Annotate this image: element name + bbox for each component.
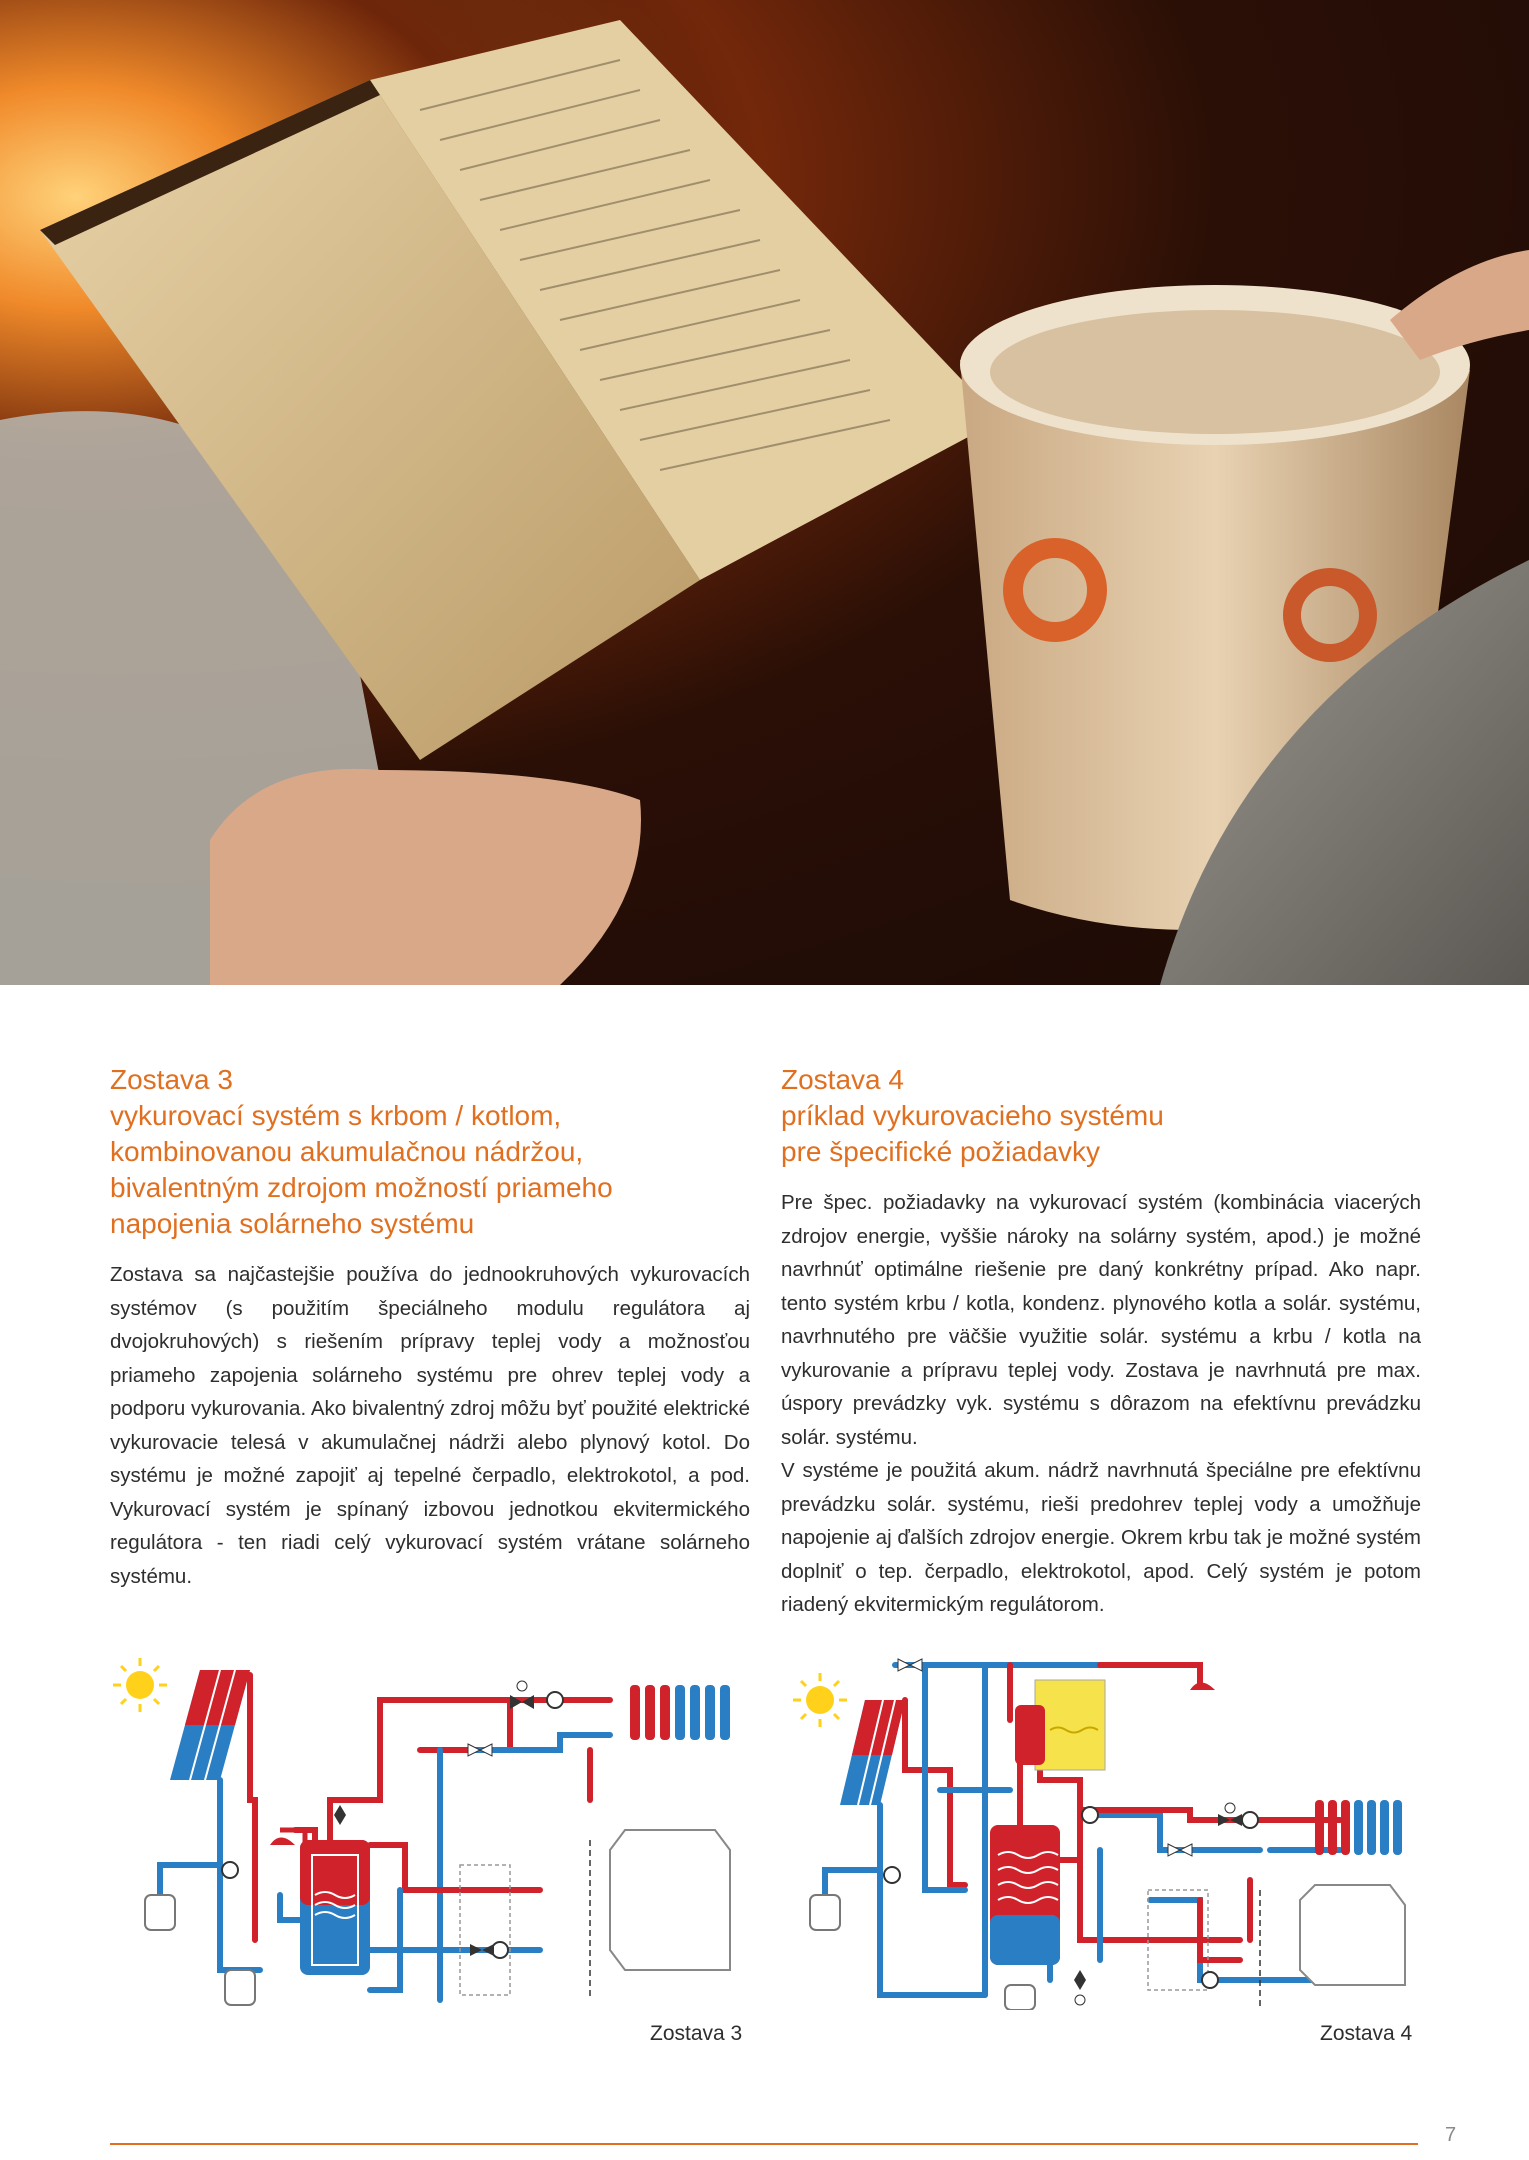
valve-icon (1168, 1844, 1192, 1856)
fireplace-boiler-icon (610, 1830, 730, 1970)
expansion-vessel-icon (225, 1970, 255, 2005)
solar-collector-icon (170, 1670, 250, 1780)
mixing-valve-icon (1074, 1970, 1086, 2005)
gas-boiler-icon (1015, 1680, 1105, 1770)
fireplace-boiler-icon (1300, 1885, 1405, 1985)
radiator-icon (1315, 1800, 1402, 1855)
valve-icon (468, 1744, 492, 1756)
radiator-icon (630, 1685, 730, 1740)
zostava-4-caption: Zostava 4 (1320, 2022, 1413, 2045)
valve-icon (470, 1944, 494, 1956)
zostava-4-body-paragraph-1: Pre špec. požiadavky na vykurovací systém (kombinácia viacerých zdrojov energie, vyššie nároky na solárny systém, apod.) je možné navrhnúť optimálne riešenie pre daný konkrétny prípad. Ako napr. tento systém krbu / kotla, kondenz. plynového kotla a solár. systému, navrhnutého pre väčšie využitie solár. systému a krbu / kotla na vykurovanie a prípravu teplej vody. Zostava je navrhnutá pre max. úspory prevádzky vyk. systému s dôrazom na efektívnu prevádzku solár. systému. (781, 1191, 1421, 1449)
pump-icon (492, 1942, 508, 1958)
pump-icon (222, 1862, 238, 1878)
zostava-3-body: Zostava sa najčastejšie používa do jednookruhových vykurovacích systémov (s použitím špeciálneho modulu regulátora aj dvojokruhových) s riešením prípravy teplej vody a možnosťou priameho zapojenia solárneho systému pre ohrev teplej vody a podporu vykurovania. Ako bivalentný zdroj môžu byť použité elektrické vykurovacie telesá v akumulačnej nádrži alebo plynový kotol. Do systému je možné zapojiť aj tepelné čerpadlo, elektrokotol, a pod. Vykurovací systém je spínaný izbovou jednotkou ekvitermického regulátora - ten riadi celý vykurovací systém vrátane solárneho systému. (110, 1263, 750, 1588)
sun-icon (113, 1658, 167, 1712)
hero-photo (0, 0, 1529, 985)
footer-divider (110, 2143, 1418, 2145)
expansion-vessel-icon (1005, 1985, 1035, 2010)
shower-icon (270, 1830, 305, 1845)
expansion-vessel-icon (810, 1895, 840, 1930)
accumulation-tank-icon (990, 1825, 1060, 1965)
valve-icon (898, 1659, 922, 1671)
pump-icon (1202, 1972, 1218, 1988)
zostava-4-body-paragraph-2: V systéme je použitá akum. nádrž navrhnutá špeciálne pre efektívnu prevádzku solár. systému, rieši predohrev teplej vody a umožňuje napojenie aj ďalších zdrojov energie. Okrem krbu tak je možné systém doplniť o tep. čerpadlo, elektrokotol, apod. Celý systém je potom riadený ekvitermickým regulátorom. (781, 1459, 1421, 1616)
page-number: 7 (1445, 2124, 1457, 2146)
zostava-4-section (781, 1062, 1421, 1622)
zostava-3-diagram (100, 1640, 760, 2015)
pump-icon (547, 1692, 563, 1708)
zostava-3-caption: Zostava 3 (650, 2022, 743, 2045)
shower-icon (1190, 1683, 1215, 1691)
zostava-3-title: Zostava 3 vykurovací systém s krbom / kotlom, kombinovanou akumulačnou nádržou, bivalentným zdrojom možností priameho napojenia solárneho systému (110, 1064, 613, 1239)
mixing-valve-icon (510, 1681, 534, 1709)
pump-icon (1242, 1812, 1258, 1828)
valve-icon (334, 1805, 346, 1825)
expansion-vessel-icon (145, 1895, 175, 1930)
pump-icon (884, 1867, 900, 1883)
solar-collector-icon (840, 1700, 905, 1805)
zostava-4-diagram (780, 1640, 1420, 2015)
zostava-3-section (110, 1062, 750, 1593)
sun-icon (793, 1673, 847, 1727)
zostava-4-title: Zostava 4 príklad vykurovacieho systému pre špecifické požiadavky (781, 1064, 1164, 1167)
accumulation-tank-icon (300, 1840, 370, 1975)
pump-group-outline (460, 1865, 510, 1995)
pump-icon (1082, 1807, 1098, 1823)
